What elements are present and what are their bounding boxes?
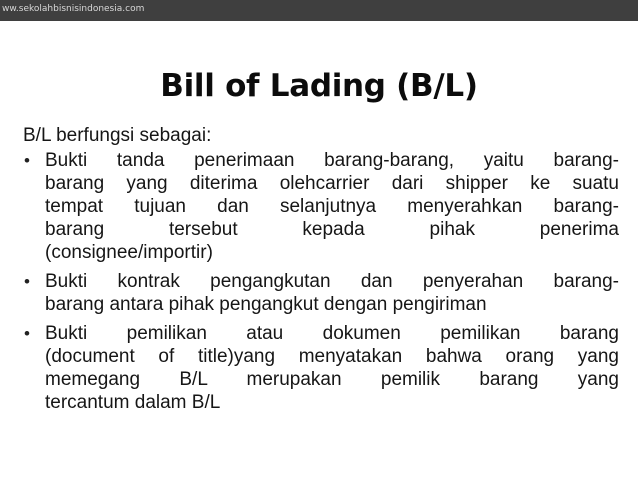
bullet-line: tempat tujuan dan selanjutnya menyerahkan barang- [45, 196, 619, 217]
source-watermark: ww.sekolahbisnisindonesia.com [2, 4, 145, 14]
slide-title: Bill of Lading (B/L) [160, 67, 478, 104]
bullet-icon: • [24, 272, 30, 291]
bullet-line: barang tersebut kepada pihak penerima [45, 219, 619, 240]
bullet-line: Bukti kontrak pengangkutan dan penyerahan barang- [45, 271, 619, 292]
bullet-item-ownership-proof [23, 322, 619, 414]
bullet-item-receipt-proof [23, 149, 619, 264]
bullet-item-contract-proof [23, 270, 619, 316]
bullet-line: (consignee/importir) [45, 242, 213, 263]
bullet-line: barang antara pihak pengangkut dengan pengiriman [45, 294, 487, 315]
bullet-list [23, 149, 619, 414]
top-bar [0, 0, 638, 21]
bullet-icon: • [24, 151, 30, 170]
slide-content [23, 124, 619, 420]
bullet-icon: • [24, 324, 30, 343]
bullet-line: memegang B/L merupakan pemilik barang yang [45, 369, 619, 390]
bullet-line: Bukti pemilikan atau dokumen pemilikan barang [45, 323, 619, 344]
bullet-line: Bukti tanda penerimaan barang-barang, yaitu barang- [45, 150, 619, 171]
bullet-line: tercantum dalam B/L [45, 392, 221, 413]
bullet-line: (document of title)yang menyatakan bahwa orang yang [45, 346, 619, 367]
bullet-line: barang yang diterima olehcarrier dari shipper ke suatu [45, 173, 619, 194]
intro-text: B/L berfungsi sebagai: [23, 125, 212, 146]
